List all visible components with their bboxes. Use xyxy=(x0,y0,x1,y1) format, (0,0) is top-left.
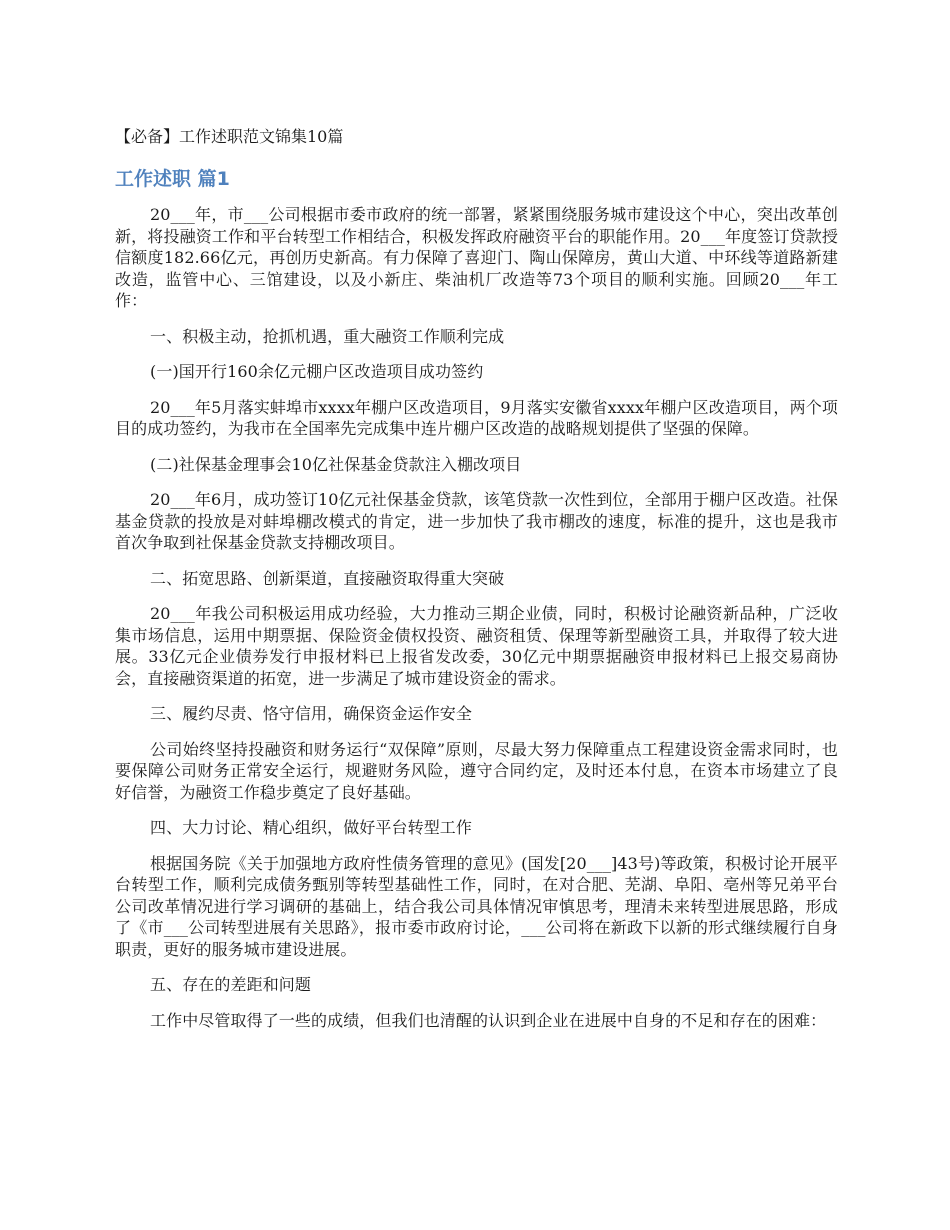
paragraph-3: 公司始终坚持投融资和财务运行“双保障”原则，尽最大努力保障重点工程建设资金需求同时，也要保障公司财务正常安全运行，规避财务风险，遵守合同约定，及时还本付息，在资本市场建立了良好信誉，为融资工作稳步奠定了良好基础。 xyxy=(115,739,838,802)
subheading-5: 五、存在的差距和问题 xyxy=(150,975,312,994)
document-body xyxy=(115,204,838,1045)
subheading-4: 四、大力讨论、精心组织，做好平台转型工作 xyxy=(150,818,473,837)
subheading-3: 三、履约尽责、恪守信用，确保资金运作安全 xyxy=(150,704,473,723)
subheading-1-1: (一)国开行160余亿元棚户区改造项目成功签约 xyxy=(150,362,484,381)
subheading-1-2: (二)社保基金理事会10亿社保基金贷款注入棚改项目 xyxy=(150,454,522,474)
subheading-2: 二、拓宽思路、创新渠道，直接融资取得重大突破 xyxy=(150,568,505,588)
paragraph-2: 20___年我公司积极运用成功经验，大力推动三期企业债，同时，积极讨论融资新品种，广泛收集市场信息，运用中期票据、保险资金债权投资、融资租赁、保理等新型融资工具，并取得了较大进展。33亿元企业债券发行申报材料已上报省发改委，30亿元中期票据融资申报材料已上报交易商协会，直接融资渠道的拓宽，进一步满足了城市建设资金的需求。 xyxy=(115,604,838,688)
paragraph-1-2: 20___年6月，成功签订10亿元社保基金贷款，该笔贷款一次性到位，全部用于棚户区改造。社保基金贷款的投放是对蚌埠棚改模式的肯定，进一步加快了我市棚改的速度，标准的提升，这也是我市首次争取到社保基金贷款支持棚改项目。 xyxy=(115,490,838,552)
paragraph-5: 工作中尽管取得了一些的成绩，但我们也清醒的认识到企业在进展中自身的不足和存在的困难： xyxy=(150,1010,827,1030)
subheading-1: 一、积极主动，抢抓机遇，重大融资工作顺利完成 xyxy=(150,326,505,346)
paragraph-intro: 20___年，市___公司根据市委市政府的统一部署，紧紧围绕服务城市建设这个中心，突出改革创新，将投融资工作和平台转型工作相结合，积极发挥政府融资平台的职能作用。20___年度签订贷款授信额度182.66亿元，再创历史新高。有力保障了喜迎门、陶山保障房，黄山大道、中环线等道路新建改造，监管中心、三馆建设，以及小新庄、柴油机厂改造等73个项目的顺利实施。回顾20___年工作： xyxy=(115,205,838,310)
paragraph-4: 根据国务院《关于加强地方政府性债务管理的意见》(国发[20___]43号)等政策，积极讨论开展平台转型工作，顺利完成债务甄别等转型基础性工作，同时，在对合肥、芜湖、阜阳、亳州等兄弟平台公司改革情况进行学习调研的基础上，结合我公司具体情况审慎思考，理清未来转型进展思路，形成了《市___公司转型进展有关思路》，报市委市政府讨论，___公司将在新政下以新的形式继续履行自身职责，更好的服务城市建设进展。 xyxy=(115,853,838,959)
document-title: 【必备】工作述职范文锦集10篇 xyxy=(115,127,344,146)
section-heading: 工作述职 篇1 xyxy=(115,168,230,190)
paragraph-1-1: 20___年5月落实蚌埠市xxxx年棚户区改造项目，9月落实安徽省xxxx年棚户区改造项目，两个项目的成功签约，为我市在全国率先完成集中连片棚户区改造的战略规划提供了坚强的保障。 xyxy=(115,397,838,438)
